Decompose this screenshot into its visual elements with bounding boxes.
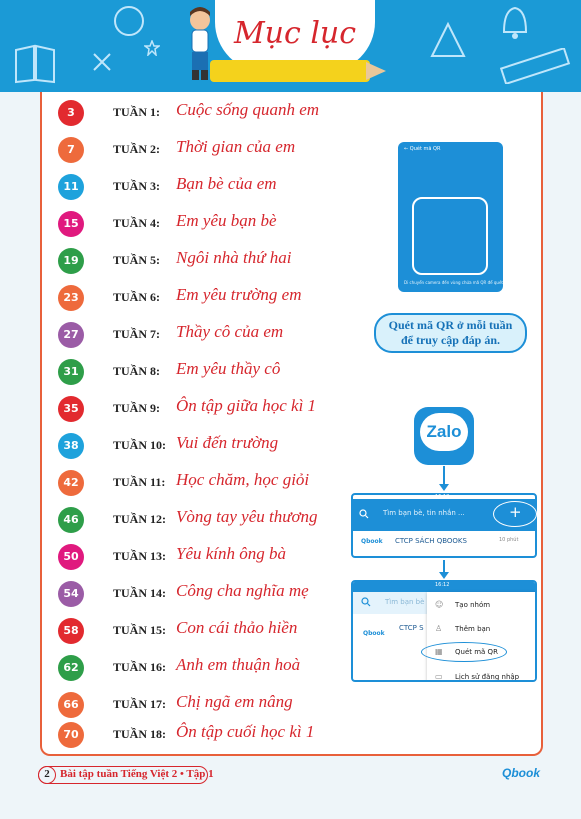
topic-title: Ôn tập giữa học kì 1 (176, 396, 317, 415)
page-number-badge: 31 (58, 359, 84, 385)
topic-title: Thầy cô của em (176, 322, 284, 341)
qr-phone-caption: Di chuyển camera đến vùng chứa mã QR để quét (404, 280, 503, 285)
bell-icon (498, 2, 532, 42)
pencil-illustration (210, 60, 370, 82)
week-label: TUẦN 16: (113, 660, 166, 674)
qr-scan-frame (412, 197, 488, 275)
zalo-search-placeholder: Tìm bạn bè, tin nhắn ... (383, 509, 465, 517)
arrow-down-icon (439, 572, 449, 579)
page-number-badge: 19 (58, 248, 84, 274)
menu-item-label: Thêm bạn (455, 625, 491, 633)
page-number-badge: 50 (58, 544, 84, 570)
plus-icon: + (509, 503, 522, 521)
week-label: TUẦN 5: (113, 253, 160, 267)
zalo-status-time: 16:12 (435, 494, 450, 500)
topic-title: Cuộc sống quanh em (176, 100, 320, 119)
arrow-down-icon (439, 484, 449, 491)
ruler-icon (500, 48, 572, 84)
zalo-home-screenshot (351, 493, 537, 558)
week-label: TUẦN 9: (113, 401, 160, 415)
topic-title: Ngôi nhà thứ hai (176, 248, 292, 267)
page-number-badge: 23 (58, 285, 84, 311)
menu-item-label: Quét mã QR (455, 648, 498, 656)
qr-scan-phone-screenshot (398, 142, 503, 292)
zalo-logo-text: Zalo (420, 413, 468, 451)
qr-phone-topbar: ← Quét mã QR (404, 146, 441, 152)
page-number-badge: 27 (58, 322, 84, 348)
topic-title: Học chăm, học giỏi (176, 470, 310, 489)
topic-title: Con cái thảo hiền (176, 618, 298, 637)
topic-title: Em yêu thầy cô (176, 359, 281, 378)
page-number-badge: 35 (58, 396, 84, 422)
page-number-badge: 15 (58, 211, 84, 237)
qbook-logo: Qbook (363, 630, 385, 637)
week-label: TUẦN 10: (113, 438, 166, 452)
zalo-chat-name: CTCP S (399, 624, 424, 632)
page-title: Mục lục (233, 16, 357, 51)
search-icon (361, 597, 371, 607)
zalo-dropdown-menu (427, 592, 537, 682)
boy-illustration (180, 6, 220, 84)
qr-callout-bubble (374, 313, 527, 353)
qr-callout-line2: để truy cập đáp án. (400, 333, 501, 347)
page-number-badge: 42 (58, 470, 84, 496)
pencil-tip (366, 62, 386, 80)
zalo-chat-name: CTCP SÁCH QBOOKS (395, 537, 467, 545)
device-icon: ▭ (435, 672, 443, 681)
week-label: TUẦN 6: (113, 290, 160, 304)
week-label: TUẦN 12: (113, 512, 166, 526)
topic-title: Em yêu trường em (176, 285, 302, 304)
compass-icon (112, 4, 146, 38)
page-number-badge: 7 (58, 137, 84, 163)
week-label: TUẦN 4: (113, 216, 160, 230)
menu-item-label: Lịch sử đăng nhập (455, 673, 520, 681)
arrow-line (443, 466, 445, 486)
add-person-icon: ♙ (435, 624, 443, 633)
week-label: TUẦN 13: (113, 549, 166, 563)
qbook-logo: Qbook (361, 538, 383, 545)
footer-book-title: Bài tập tuần Tiếng Việt 2 • Tập 1 (60, 768, 214, 780)
topic-title: Em yêu bạn bè (176, 211, 277, 230)
page-number-badge: 58 (58, 618, 84, 644)
qr-callout-line1: Quét mã QR ở mỗi tuần (388, 318, 513, 332)
menu-item-label: Tạo nhóm (455, 601, 491, 609)
week-label: TUẦN 18: (113, 727, 166, 741)
week-label: TUẦN 2: (113, 142, 160, 156)
topic-title: Công cha nghĩa mẹ (176, 581, 309, 600)
group-icon: ☺ (435, 600, 444, 609)
zalo-chat-time: 10 phút (499, 537, 519, 543)
page-number-badge: 66 (58, 692, 84, 718)
page-number-badge: 38 (58, 433, 84, 459)
topic-title: Chị ngã em nâng (176, 692, 293, 711)
qbook-brand-logo: Qbook (502, 766, 540, 780)
page-number-badge: 3 (58, 100, 84, 126)
qr-code-icon: ▦ (435, 647, 443, 656)
topic-title: Yêu kính ông bà (176, 544, 287, 563)
week-label: TUẦN 17: (113, 697, 166, 711)
topic-title: Vui đến trường (176, 433, 279, 452)
zalo-status-time: 16:12 (435, 582, 450, 588)
topic-title: Thời gian của em (176, 137, 296, 156)
week-label: TUẦN 1: (113, 105, 160, 119)
week-label: TUẦN 3: (113, 179, 160, 193)
cross-icon (92, 52, 112, 72)
footer-page-number: 2 (38, 766, 56, 784)
page-number-badge: 11 (58, 174, 84, 200)
topic-title: Bạn bè của em (176, 174, 277, 193)
star-icon (144, 40, 160, 56)
search-icon (359, 509, 369, 519)
week-label: TUẦN 7: (113, 327, 160, 341)
week-label: TUẦN 14: (113, 586, 166, 600)
week-label: TUẦN 11: (113, 475, 166, 489)
page-number-badge: 54 (58, 581, 84, 607)
topic-title: Ôn tập cuối học kì 1 (176, 722, 315, 741)
zalo-logo-icon (414, 407, 474, 465)
page-number-badge: 70 (58, 722, 84, 748)
page-number-badge: 46 (58, 507, 84, 533)
topic-title: Vòng tay yêu thương (176, 507, 318, 526)
week-label: TUẦN 8: (113, 364, 160, 378)
zalo-search-placeholder: Tìm bạn bè (385, 598, 425, 606)
zalo-menu-screenshot (351, 580, 537, 682)
topic-title: Anh em thuận hoà (176, 655, 301, 674)
triangle-ruler-icon (428, 20, 468, 60)
book-icon (14, 44, 58, 84)
page-number-badge: 62 (58, 655, 84, 681)
week-label: TUẦN 15: (113, 623, 166, 637)
